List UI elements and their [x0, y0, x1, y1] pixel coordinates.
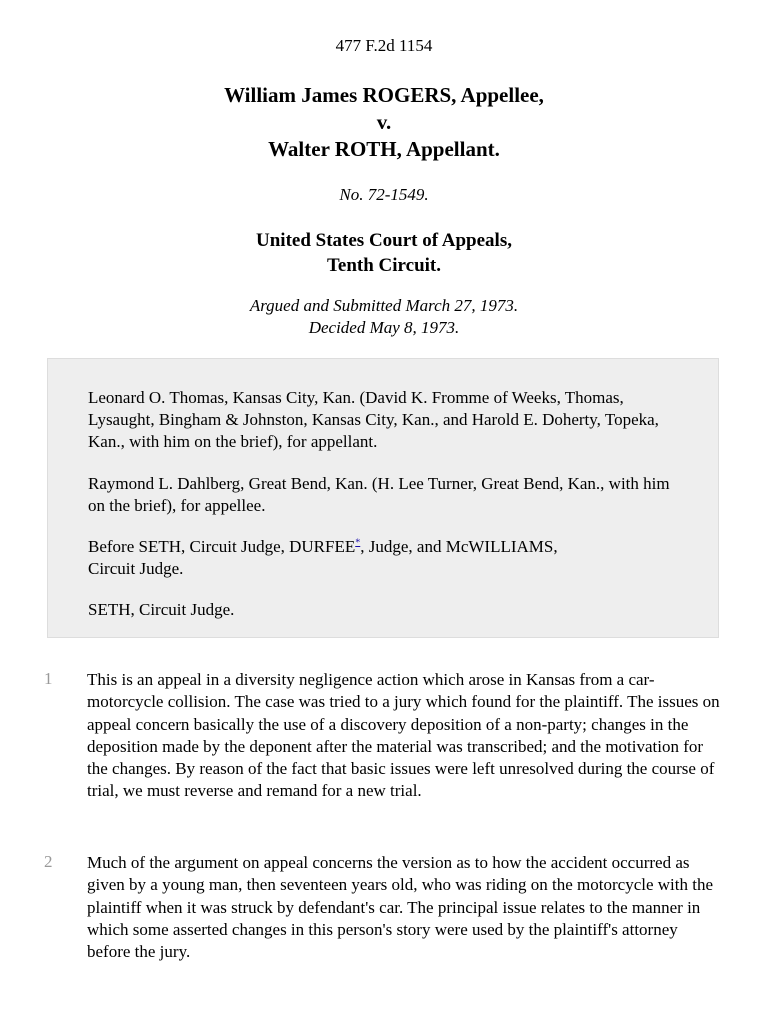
- panel-judges: [88, 536, 688, 580]
- court-name-line2: Tenth Circuit.: [326, 255, 442, 276]
- panel-judges-part3: Circuit Judge.: [88, 559, 184, 578]
- court-name-line1: United States Court of Appeals,: [256, 230, 512, 251]
- court-name: [0, 228, 768, 278]
- argued-date: Argued and Submitted March 27, 1973.: [249, 296, 519, 315]
- counsel-box: [47, 358, 719, 638]
- case-citation: 477 F.2d 1154: [335, 36, 433, 55]
- panel-judges-part1: Before SETH, Circuit Judge, DURFEE: [88, 537, 356, 556]
- counsel-appellee: Raymond L. Dahlberg, Great Bend, Kan. (H. Lee Turner, Great Bend, Kan., with him on the brief), for appellee.: [88, 474, 670, 515]
- paragraph-number: 2: [44, 852, 53, 871]
- docket-number: No. 72-1549.: [339, 185, 429, 204]
- caption-appellant: Walter ROTH, Appellant.: [268, 137, 500, 161]
- caption-versus: v.: [376, 110, 392, 134]
- footnote-link[interactable]: *: [355, 537, 361, 549]
- case-caption: [0, 82, 768, 163]
- caption-appellee: William James ROGERS, Appellee,: [224, 83, 544, 107]
- panel-judges-part2: , Judge, and McWILLIAMS,: [360, 537, 558, 556]
- paragraph-number: 1: [44, 669, 53, 688]
- opinion-author: SETH, Circuit Judge.: [88, 600, 235, 619]
- decided-date: Decided May 8, 1973.: [308, 318, 460, 337]
- counsel-appellant: Leonard O. Thomas, Kansas City, Kan. (David K. Fromme of Weeks, Thomas, Lysaught, Bingham & Johnston, Kansas City, Kan., and Harold E. Doherty, Topeka, Kan., with him on the brief), for appellant.: [88, 388, 659, 451]
- paragraph-text: Much of the argument on appeal concerns the version as to how the accident occurred as given by a young man, then seventeen years old, who was riding on the motorcycle with the plaintiff when it was struck by defendant's car. The principal issue relates to the manner in which some asserted changes in this person's story were used by the plaintiff's attorney before the jury.: [87, 853, 714, 962]
- case-dates: [0, 295, 768, 339]
- paragraph-text: This is an appeal in a diversity negligence action which arose in Kansas from a car-motorcycle collision. The case was tried to a jury which found for the plaintiff. The issues on appeal concern basically the use of a discovery deposition of a non-party; changes in the deposition made by the deponent after the material was transcribed; and the motivation for the changes. By reason of the fact that basic issues were left unresolved during the course of trial, we must reverse and remand for a new trial.: [87, 670, 720, 801]
